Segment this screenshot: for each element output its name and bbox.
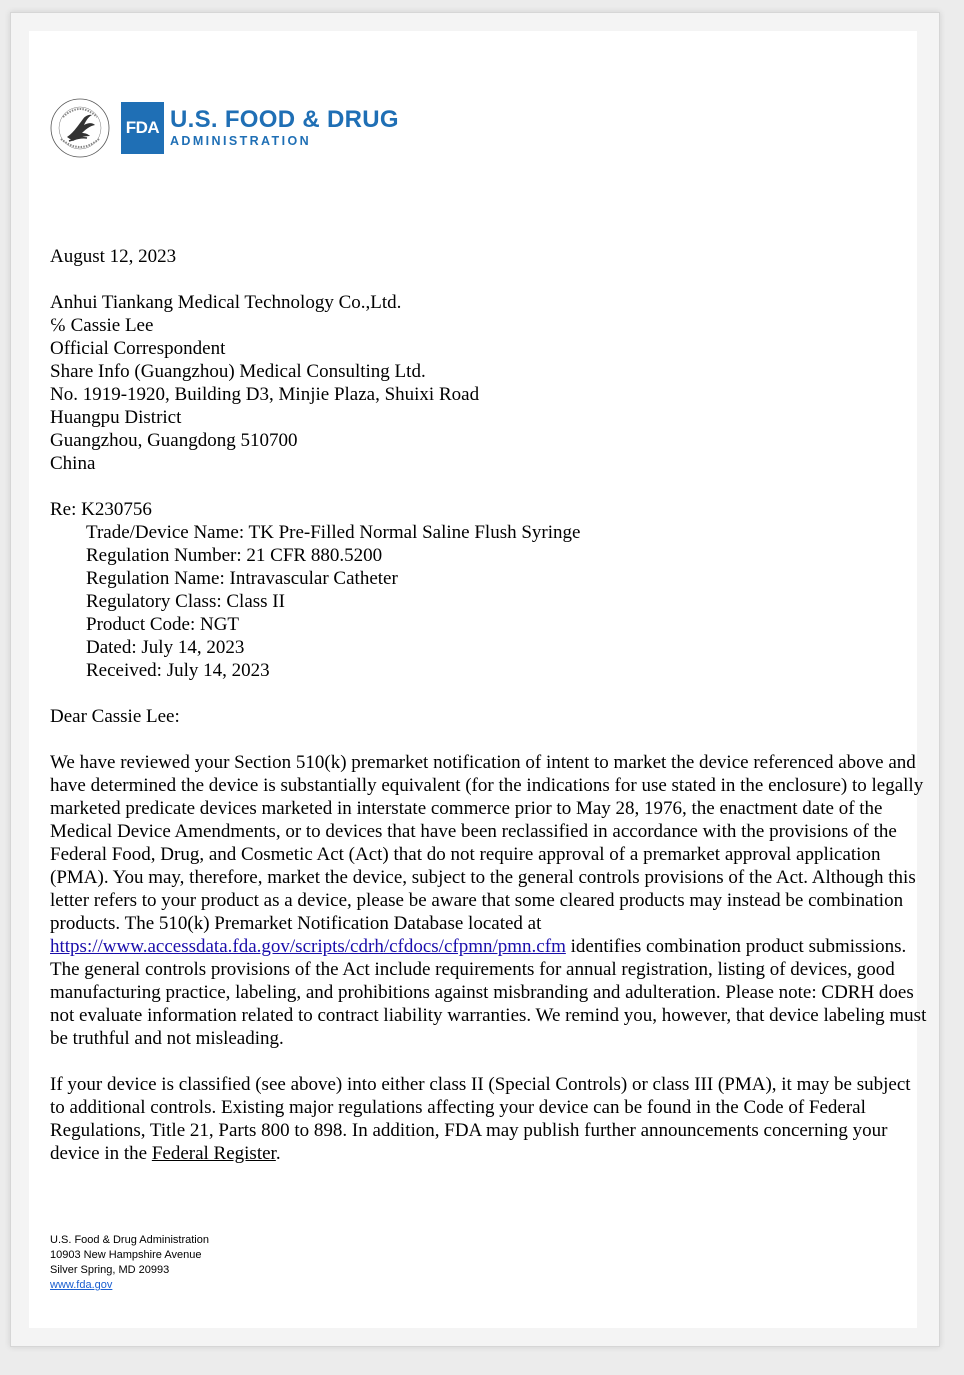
address-line: Official Correspondent	[50, 338, 226, 359]
letter-body	[50, 245, 930, 1165]
paragraph-2-text: If your device is classified (see above) into either class II (Special Controls) or class III (PMA), it may be subject to additional controls. Existing major regulations affecting your device can be found in the Code of Federal Regulations, Title 21, Parts 800 to 898. In addition, FDA may publish further announcements concerning your device in the	[50, 1074, 911, 1164]
footer-line: U.S. Food & Drug Administration	[50, 1234, 209, 1246]
address-line: Share Info (Guangzhou) Medical Consulting Ltd.	[50, 361, 426, 382]
address-line: ℅ Cassie Lee	[50, 315, 154, 336]
paragraph-1	[50, 751, 930, 1050]
agency-subtitle: ADMINISTRATION	[170, 134, 311, 148]
agency-title: U.S. FOOD & DRUG	[170, 106, 399, 133]
agency-name	[170, 107, 399, 149]
letterhead-footer	[50, 1233, 209, 1293]
paragraph-1-text-cont: identifies combination product submissions. The general controls provisions of the Act include requirements for annual registration, listing of devices, good manufacturing practice, labeling, and prohibitions against misbranding and adulteration. Please note: CDRH does not evaluate information related to contract liability warranties. We remind you, however, that device labeling must be truthful and not misleading.	[50, 936, 927, 1049]
fda-logo	[49, 97, 399, 159]
re-detail: Received: July 14, 2023	[86, 660, 270, 681]
footer-line: Silver Spring, MD 20993	[50, 1264, 170, 1276]
pmn-database-link[interactable]: https://www.accessdata.fda.gov/scripts/cdrh/cfdocs/cfpmn/pmn.cfm	[50, 936, 566, 957]
fda-website-link[interactable]: www.fda.gov	[50, 1279, 113, 1291]
fda-mark: FDA	[121, 102, 164, 154]
recipient-address	[50, 291, 930, 475]
re-detail: Regulatory Class: Class II	[86, 591, 285, 612]
hhs-eagle-seal-icon	[49, 97, 111, 159]
paragraph-2	[50, 1073, 930, 1165]
salutation: Dear Cassie Lee:	[50, 706, 180, 727]
footer-line: 10903 New Hampshire Avenue	[50, 1249, 202, 1261]
re-line: Re: K230756	[50, 499, 152, 520]
paragraph-2-end: .	[275, 1143, 281, 1164]
re-detail: Regulation Name: Intravascular Catheter	[86, 568, 398, 589]
letter-page	[10, 12, 940, 1347]
address-line: Anhui Tiankang Medical Technology Co.,Ltd.	[50, 292, 402, 313]
paragraph-1-text: We have reviewed your Section 510(k) premarket notification of intent to market the device referenced above and have determined the device is substantially equivalent (for the indications for use stated in the enclosure) to legally marketed predicate devices marketed in interstate commerce prior to May 28, 1976, the enactment date of the Medical Device Amendments, or to devices that have been reclassified in accordance with the provisions of the Federal Food, Drug, and Cosmetic Act (Act) that do not require approval of a premarket approval application (PMA). You may, therefore, market the device, subject to the general controls provisions of the Act. Although this letter refers to your product as a device, please be aware that some cleared products may instead be combination products. The 510(k) Premarket Notification Database located at	[50, 752, 924, 934]
re-detail: Regulation Number: 21 CFR 880.5200	[86, 545, 383, 566]
address-line: Huangpu District	[50, 407, 182, 428]
reference-block	[50, 498, 930, 682]
re-detail: Product Code: NGT	[86, 614, 240, 635]
federal-register-text: Federal Register	[151, 1143, 276, 1164]
re-detail: Trade/Device Name: TK Pre-Filled Normal Saline Flush Syringe	[86, 522, 581, 543]
address-line: No. 1919-1920, Building D3, Minjie Plaza, Shuixi Road	[50, 384, 480, 405]
address-line: Guangzhou, Guangdong 510700	[50, 430, 298, 451]
address-line: China	[50, 453, 96, 474]
re-detail: Dated: July 14, 2023	[86, 637, 245, 658]
letter-date: August 12, 2023	[50, 246, 177, 267]
